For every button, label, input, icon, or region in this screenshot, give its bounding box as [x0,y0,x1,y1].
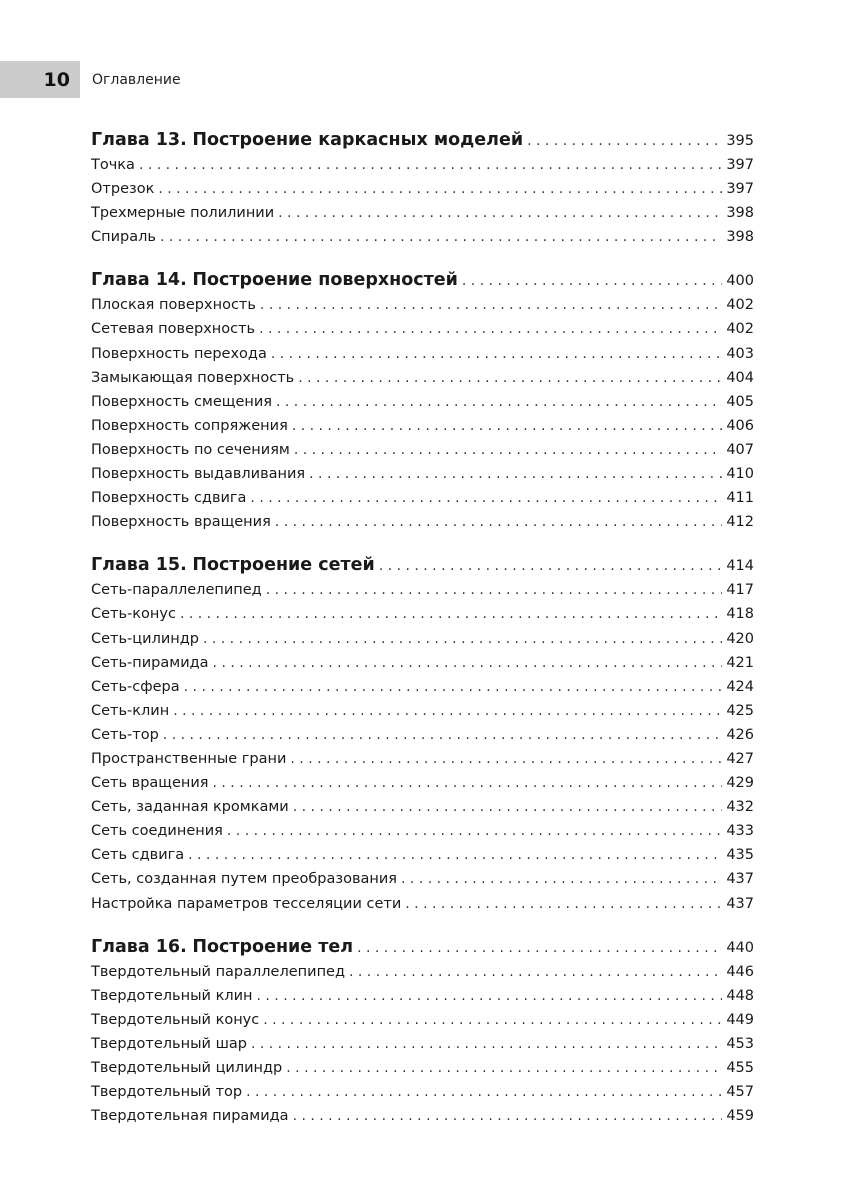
entry-title: Поверхность сдвига [91,490,247,507]
entry-page-number: 412 [726,514,754,531]
entry-page-number: 435 [726,847,754,864]
entry-page-number: 404 [726,369,754,386]
entry-page-number: 398 [726,229,754,246]
toc-entry[interactable] [91,462,754,486]
entry-title: Твердотельный цилиндр [91,1060,283,1076]
chapter-name: Построение поверхностей [192,270,458,291]
dot-leader [278,201,722,225]
toc-entry[interactable] [91,843,754,867]
chapter-title [91,267,458,293]
dot-leader [290,747,722,771]
entry-page-number: 455 [726,1060,754,1076]
entry-title: Плоская поверхность [91,297,256,314]
dot-leader [266,578,723,602]
dot-leader [405,892,722,916]
chapter-heading[interactable] [91,127,754,153]
toc-entry[interactable] [91,486,754,510]
dot-leader [250,486,722,510]
entry-page-number: 426 [726,726,754,743]
chapter-name: Построение тел [192,936,354,957]
chapter-section [91,552,754,915]
dot-leader [173,699,722,723]
chapter-section [91,267,754,534]
entry-page-number: 411 [726,490,754,507]
toc-entry[interactable] [91,317,754,341]
entry-page-number: 402 [726,297,754,314]
toc-entry[interactable] [91,438,754,462]
entry-page-number: 437 [726,895,754,912]
chapter-section [91,934,754,1129]
dot-leader [260,293,722,317]
entry-page-number: 449 [726,1011,754,1028]
toc-entry[interactable] [91,747,754,771]
entry-title: Сеть-конус [91,606,176,623]
entry-page-number: 429 [726,775,754,792]
entry-page-number: 405 [726,393,754,410]
chapter-title [91,127,523,153]
chapter-name: Построение каркасных моделей [192,130,524,150]
dot-leader [160,225,722,249]
entry-title: Спираль [91,229,156,246]
entry-page-number: 457 [726,1084,754,1101]
toc-entry[interactable] [91,651,754,675]
entry-page-number: 410 [726,466,754,483]
dot-leader [188,843,722,867]
toc-entry[interactable] [91,984,754,1008]
entry-page-number: 398 [726,205,754,222]
entry-title: Сеть-клин [91,702,170,719]
entry-page-number: 427 [726,750,754,767]
chapter-heading[interactable] [91,267,754,293]
dot-leader [462,268,722,293]
toc-entry[interactable] [91,293,754,317]
dot-leader [293,1104,723,1128]
chapter-section [91,127,754,249]
entry-page-number: 417 [726,582,754,599]
dot-leader [184,675,723,699]
entry-page-number: 397 [726,181,754,198]
entry-title: Сеть-параллелепипед [91,582,262,599]
entry-title: Твердотельный тор [91,1084,243,1101]
entry-page-number: 459 [726,1108,754,1125]
entry-title: Поверхность вращения [91,514,271,531]
entry-title: Сеть вращения [91,775,209,792]
entry-page-number: 406 [726,417,754,434]
entry-page-number: 403 [726,345,754,362]
entry-title: Сеть, заданная кромками [91,799,289,816]
dot-leader [259,317,722,341]
dot-leader [257,984,723,1008]
toc-entry[interactable] [91,153,754,177]
running-head: Оглавление [92,71,181,88]
dot-leader [203,627,722,651]
entry-title: Поверхность смещения [91,393,272,410]
entry-title: Поверхность по сечениям [91,441,290,458]
chapter-title [91,934,353,960]
entry-title: Сеть сдвига [91,847,185,864]
dot-leader [292,414,723,438]
entry-title: Сеть-тор [91,726,159,743]
toc-entry[interactable] [91,960,754,984]
toc-entry[interactable] [91,366,754,390]
entry-page-number: 432 [726,799,754,816]
dot-leader [527,128,722,153]
entry-page-number: 424 [726,678,754,695]
toc-entry[interactable] [91,1104,754,1128]
toc-entry[interactable] [91,892,754,916]
chapter-title [91,552,375,578]
dot-leader [293,795,723,819]
entry-page-number: 402 [726,321,754,338]
chapter-heading[interactable] [91,934,754,960]
toc-entry[interactable] [91,602,754,626]
entry-page-number: 418 [726,606,754,623]
dot-leader [294,438,722,462]
entry-page-number: 421 [726,654,754,671]
dot-leader [401,867,722,891]
entry-title: Трехмерные полилинии [91,205,275,222]
entry-page-number: 425 [726,702,754,719]
entry-title: Сеть-пирамида [91,654,209,671]
entry-page-number: 397 [726,157,754,173]
toc-entry[interactable] [91,1008,754,1032]
chapter-page-number: 400 [726,273,754,290]
entry-page-number: 433 [726,823,754,840]
entry-page-number: 453 [726,1035,754,1052]
dot-leader [139,153,722,177]
entry-title: Замыкающая поверхность [91,369,295,386]
toc-entry[interactable] [91,819,754,843]
chapter-name: Построение сетей [192,555,375,576]
entry-title: Твердотельный шар [91,1035,247,1052]
chapter-number: Глава 13. [91,130,187,150]
dot-leader [158,177,722,201]
table-of-contents [91,127,754,1146]
page-number: 10 [0,61,80,98]
dot-leader [271,342,722,366]
dot-leader [349,960,722,984]
toc-entry[interactable] [91,414,754,438]
toc-entry[interactable] [91,390,754,414]
entry-title: Отрезок [91,181,155,198]
dot-leader [275,510,723,534]
dot-leader [263,1008,722,1032]
entry-title: Сеть соединения [91,823,223,840]
entry-title: Сеть-цилиндр [91,630,199,647]
toc-entry[interactable] [91,723,754,747]
toc-entry[interactable] [91,627,754,651]
toc-entry[interactable] [91,1056,754,1080]
dot-leader [180,602,722,626]
chapter-page-number: 440 [726,939,754,956]
chapter-page-number: 414 [726,558,754,575]
entry-title: Твердотельная пирамида [91,1108,289,1125]
entry-title: Настройка параметров тесселяции сети [91,895,402,912]
toc-entry[interactable] [91,225,754,249]
dot-leader [246,1080,722,1104]
toc-entry[interactable] [91,177,754,201]
chapter-page-number: 395 [726,133,754,149]
page-header [0,61,420,98]
toc-entry[interactable] [91,795,754,819]
entry-title: Точка [91,157,135,173]
entry-page-number: 446 [726,963,754,980]
dot-leader [309,462,722,486]
dot-leader [357,935,722,960]
entry-page-number: 407 [726,441,754,458]
entry-title: Твердотельный клин [91,987,253,1004]
toc-entry[interactable] [91,342,754,366]
toc-entry[interactable] [91,510,754,534]
dot-leader [213,771,723,795]
entry-title: Поверхность сопряжения [91,417,288,434]
entry-page-number: 420 [726,630,754,647]
dot-leader [213,651,723,675]
dot-leader [379,553,723,578]
toc-entry[interactable] [91,578,754,602]
entry-page-number: 437 [726,871,754,888]
entry-title: Сетевая поверхность [91,321,256,338]
dot-leader [276,390,722,414]
chapter-number: Глава 14. [91,270,187,291]
chapter-number: Глава 15. [91,555,187,576]
entry-page-number: 448 [726,987,754,1004]
dot-leader [298,366,722,390]
entry-title: Сеть-сфера [91,678,180,695]
toc-entry[interactable] [91,201,754,225]
entry-title: Твердотельный параллелепипед [91,963,345,980]
dot-leader [163,723,723,747]
toc-entry[interactable] [91,1080,754,1104]
entry-title: Поверхность выдавливания [91,466,306,483]
entry-title: Сеть, созданная путем преобразования [91,871,398,888]
toc-entry[interactable] [91,771,754,795]
entry-title: Твердотельный конус [91,1011,260,1028]
toc-entry[interactable] [91,1032,754,1056]
entry-title: Пространственные грани [91,750,287,767]
chapter-number: Глава 16. [91,936,187,957]
toc-entry[interactable] [91,699,754,723]
toc-entry[interactable] [91,867,754,891]
chapter-heading[interactable] [91,552,754,578]
toc-entry[interactable] [91,675,754,699]
entry-title: Поверхность перехода [91,345,267,362]
dot-leader [251,1032,722,1056]
dot-leader [227,819,722,843]
dot-leader [286,1056,722,1080]
